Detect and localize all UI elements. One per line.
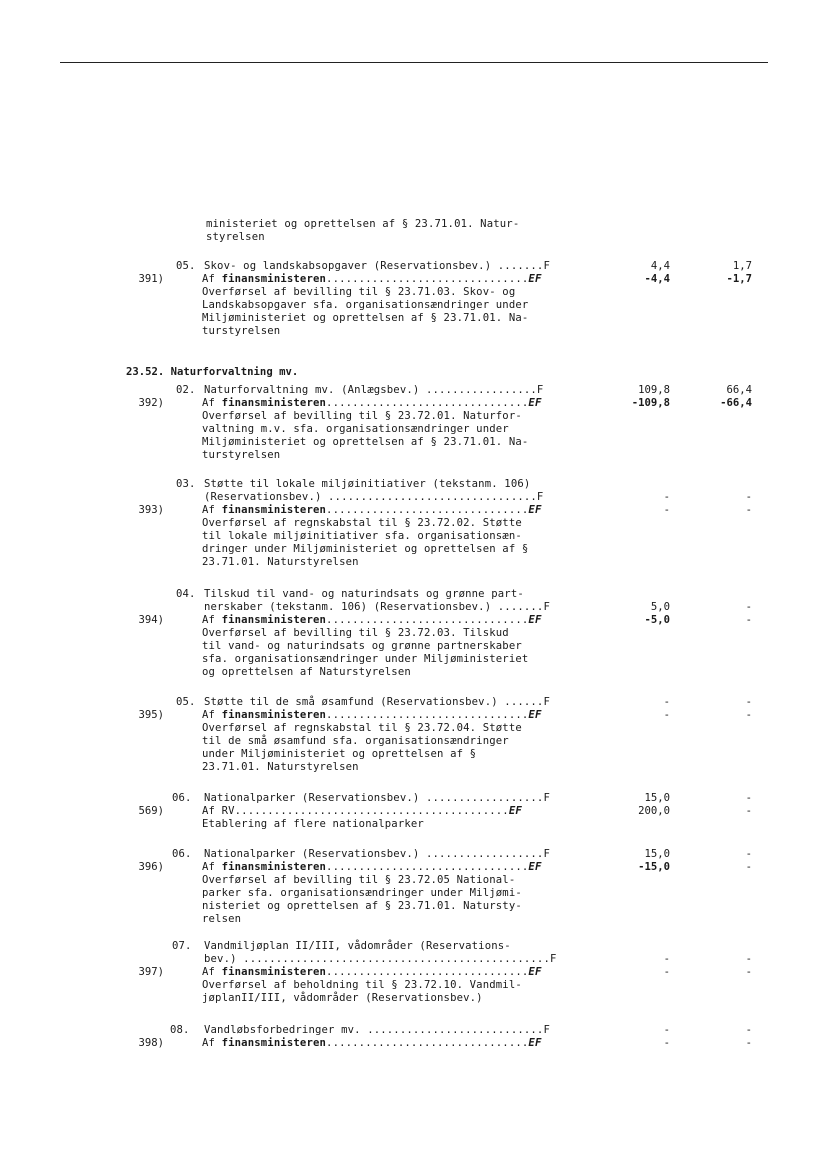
value-col1: - xyxy=(663,966,670,978)
item-title: Skov- og landskabsopgaver (Reservationsbev.) .......F xyxy=(204,260,550,272)
value-col2: - xyxy=(745,1037,752,1049)
item-description: dringer under Miljøministeriet og oprettelsen af § xyxy=(202,543,529,555)
value-col1: -5,0 xyxy=(644,614,670,626)
item-title: Nationalparker (Reservationsbev.) ..................F xyxy=(204,792,550,804)
value-col2: - xyxy=(745,805,752,817)
af-dots: ............................... xyxy=(326,614,529,626)
value-col2: - xyxy=(745,966,752,978)
item-number: 08. xyxy=(170,1024,190,1036)
item-description: nisteriet og oprettelsen af § 23.71.01. Natursty- xyxy=(202,900,522,912)
af-prefix: Af xyxy=(202,504,222,516)
af-mark: EF xyxy=(528,709,542,721)
item-ref: 394) xyxy=(138,614,164,626)
af-minister: finansministeren xyxy=(221,1037,327,1049)
item-title: bev.) ...............................................F xyxy=(204,953,557,965)
item-number: 06. xyxy=(172,848,192,860)
value-col1: - xyxy=(663,504,670,516)
af-line xyxy=(202,397,541,410)
item-description: under Miljøministeriet og oprettelsen af § xyxy=(202,748,477,760)
af-mark: EF xyxy=(528,614,542,626)
af-line xyxy=(202,1037,541,1050)
item-number: 04. xyxy=(176,588,196,600)
af-minister: finansministeren xyxy=(221,709,327,721)
af-line xyxy=(202,504,541,517)
item-description: sfa. organisationsændringer under Miljøministeriet xyxy=(202,653,529,665)
value-col2: - xyxy=(745,696,752,708)
item-description: turstyrelsen xyxy=(202,325,281,337)
item-number: 05. xyxy=(176,696,196,708)
item-ref: 391) xyxy=(138,273,164,285)
value-col1: 200,0 xyxy=(638,805,670,817)
header-rule xyxy=(60,62,768,63)
value-col1: 5,0 xyxy=(650,601,670,613)
value-col1: -4,4 xyxy=(644,273,670,285)
item-ref: 395) xyxy=(138,709,164,721)
item-description: og oprettelsen af Naturstyrelsen xyxy=(202,666,411,678)
af-prefix: Af xyxy=(202,861,222,873)
value-col2: - xyxy=(745,614,752,626)
af-mark: EF xyxy=(528,861,542,873)
item-description: Miljøministeriet og oprettelsen af § 23.71.01. Na- xyxy=(202,312,529,324)
value-col2: - xyxy=(745,1024,752,1036)
value-col2: 66,4 xyxy=(726,384,752,396)
item-title: Støtte til de små øsamfund (Reservationsbev.) ......F xyxy=(204,696,550,708)
value-col2: - xyxy=(745,491,752,503)
item-description: Etablering af flere nationalparker xyxy=(202,818,424,830)
af-mark: EF xyxy=(528,397,542,409)
af-minister: finansministeren xyxy=(221,614,327,626)
item-description: Overførsel af beholdning til § 23.72.10. Vandmil- xyxy=(202,979,522,991)
item-description: relsen xyxy=(202,913,242,925)
af-mark: EF xyxy=(508,805,522,817)
af-prefix: Af xyxy=(202,273,222,285)
value-col2: - xyxy=(745,709,752,721)
item-ref: 392) xyxy=(138,397,164,409)
item-description: til de små øsamfund sfa. organisationsændringer xyxy=(202,735,509,747)
af-dots: ............................... xyxy=(326,504,529,516)
af-prefix: Af xyxy=(202,1037,222,1049)
value-col1: 109,8 xyxy=(638,384,670,396)
value-col1: - xyxy=(663,1037,670,1049)
af-prefix: Af xyxy=(202,966,222,978)
item-description: Overførsel af bevilling til § 23.72.03. Tilskud xyxy=(202,627,509,639)
item-description: Landskabsopgaver sfa. organisationsændringer under xyxy=(202,299,529,311)
item-number: 05. xyxy=(176,260,196,272)
item-ref: 396) xyxy=(138,861,164,873)
item-description: Overførsel af bevilling til § 23.71.03. Skov- og xyxy=(202,286,516,298)
af-prefix: Af xyxy=(202,614,222,626)
value-col1: 15,0 xyxy=(644,848,670,860)
af-minister: finansministeren xyxy=(221,504,327,516)
item-description: Overførsel af bevilling til § 23.72.05 National- xyxy=(202,874,516,886)
af-line xyxy=(202,709,541,722)
item-title: (Reservationsbev.) ................................F xyxy=(204,491,544,503)
item-description: 23.71.01. Naturstyrelsen xyxy=(202,556,359,568)
value-col1: - xyxy=(663,1024,670,1036)
item-description: turstyrelsen xyxy=(202,449,281,461)
item-title: Naturforvaltning mv. (Anlægsbev.) .................F xyxy=(204,384,544,396)
af-dots: ............................... xyxy=(326,1037,529,1049)
value-col1: - xyxy=(663,953,670,965)
value-col2: - xyxy=(745,792,752,804)
item-title: Tilskud til vand- og naturindsats og grønne part- xyxy=(204,588,524,600)
value-col1: - xyxy=(663,491,670,503)
af-mark: EF xyxy=(528,504,542,516)
value-col2: -66,4 xyxy=(720,397,752,409)
value-col2: - xyxy=(745,953,752,965)
af-minister: finansministeren xyxy=(221,966,327,978)
value-col1: -15,0 xyxy=(638,861,670,873)
item-description: Overførsel af regnskabstal til § 23.72.04. Støtte xyxy=(202,722,522,734)
af-line xyxy=(202,861,541,874)
item-description: Overførsel af regnskabstal til § 23.72.02. Støtte xyxy=(202,517,522,529)
item-description: Miljøministeriet og oprettelsen af § 23.71.01. Na- xyxy=(202,436,529,448)
value-col1: 4,4 xyxy=(650,260,670,272)
value-col2: - xyxy=(745,504,752,516)
value-col1: -109,8 xyxy=(631,397,670,409)
item-ref: 397) xyxy=(138,966,164,978)
value-col2: 1,7 xyxy=(732,260,752,272)
item-description: jøplanII/III, vådområder (Reservationsbev.) xyxy=(202,992,483,1004)
item-title: nerskaber (tekstanm. 106) (Reservationsbev.) .......F xyxy=(204,601,550,613)
item-title: Nationalparker (Reservationsbev.) ..................F xyxy=(204,848,550,860)
af-dots: .......................................... xyxy=(234,805,509,817)
intro-line: ministeriet og oprettelsen af § 23.71.01. Natur- xyxy=(206,218,520,230)
af-dots: ............................... xyxy=(326,397,529,409)
item-description: til vand- og naturindsats og grønne partnerskaber xyxy=(202,640,522,652)
item-title: Vandløbsforbedringer mv. ...........................F xyxy=(204,1024,550,1036)
af-minister: finansministeren xyxy=(221,861,327,873)
af-dots: ............................... xyxy=(326,861,529,873)
item-number: 07. xyxy=(172,940,192,952)
value-col2: - xyxy=(745,861,752,873)
af-line xyxy=(202,273,541,286)
af-mark: EF xyxy=(528,966,542,978)
item-title: Støtte til lokale miljøinitiativer (tekstanm. 106) xyxy=(204,478,531,490)
item-title: Vandmiljøplan II/III, vådområder (Reservations- xyxy=(204,940,511,952)
item-number: 02. xyxy=(176,384,196,396)
item-description: Overførsel af bevilling til § 23.72.01. Naturfor- xyxy=(202,410,522,422)
value-col1: - xyxy=(663,709,670,721)
af-minister: finansministeren xyxy=(221,273,327,285)
value-col1: - xyxy=(663,696,670,708)
item-description: til lokale miljøinitiativer sfa. organisationsæn- xyxy=(202,530,522,542)
af-line xyxy=(202,614,541,627)
af-prefix: Af RV xyxy=(202,805,235,817)
value-col2: - xyxy=(745,848,752,860)
intro-line: styrelsen xyxy=(206,231,265,243)
item-ref: 393) xyxy=(138,504,164,516)
af-mark: EF xyxy=(528,273,542,285)
value-col1: 15,0 xyxy=(644,792,670,804)
item-ref: 398) xyxy=(138,1037,164,1049)
af-minister: finansministeren xyxy=(221,397,327,409)
af-dots: ............................... xyxy=(326,709,529,721)
af-line xyxy=(202,805,522,818)
af-prefix: Af xyxy=(202,397,222,409)
af-dots: ............................... xyxy=(326,273,529,285)
af-dots: ............................... xyxy=(326,966,529,978)
item-number: 03. xyxy=(176,478,196,490)
af-mark: EF xyxy=(528,1037,542,1049)
value-col2: -1,7 xyxy=(726,273,752,285)
af-line xyxy=(202,966,541,979)
item-description: valtning m.v. sfa. organisationsændringer under xyxy=(202,423,509,435)
item-description: parker sfa. organisationsændringer under Miljømi- xyxy=(202,887,522,899)
item-ref: 569) xyxy=(138,805,164,817)
item-number: 06. xyxy=(172,792,192,804)
section-heading: 23.52. Naturforvaltning mv. xyxy=(126,366,299,378)
item-description: 23.71.01. Naturstyrelsen xyxy=(202,761,359,773)
af-prefix: Af xyxy=(202,709,222,721)
value-col2: - xyxy=(745,601,752,613)
